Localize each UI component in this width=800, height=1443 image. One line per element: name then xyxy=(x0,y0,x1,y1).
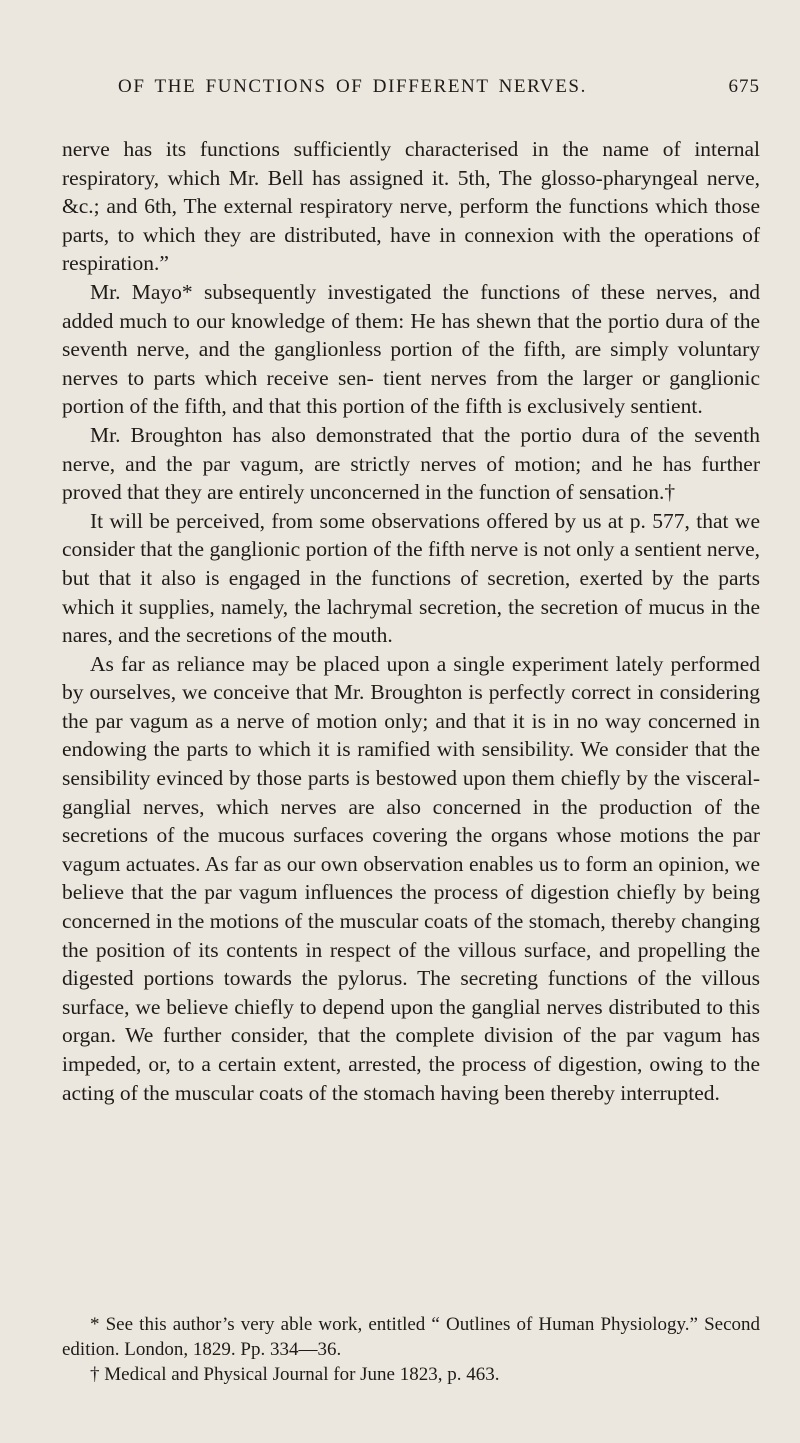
paragraph-2: Mr. Mayo* subsequently investigated the functions of these nerves, and added much to our knowledge of them: He has shewn that the portio dura of the seventh nerve, and the ganglionless portion of the fifth, are simply voluntary nerves to parts which receive sen- tient nerves from the larger or ganglionic portion of the fifth, and that this portion of the fifth is exclusively sentient. xyxy=(62,279,760,419)
footnote-1: * See this author’s very able work, entitled “ Outlines of Human Physiology.” Second edition. London, 1829. Pp. 334—36. xyxy=(62,1314,760,1360)
page-number: 675 xyxy=(728,76,760,97)
running-title: OF THE FUNCTIONS OF DIFFERENT NERVES. xyxy=(118,76,587,97)
paragraph-3: Mr. Broughton has also demonstrated that the portio dura of the seventh nerve, and the par vagum, are strictly nerves of motion; and he has further proved that they are entirely unconcerned in the function of sensation.† xyxy=(62,422,760,505)
running-header xyxy=(118,76,760,98)
paragraph-4: It will be perceived, from some observations offered by us at p. 577, that we consider that the ganglionic portion of the fifth nerve is not only a sentient nerve, but that it also is engaged in the functions of secretion, exerted by the parts which it supplies, namely, the lachrymal secretion, the secretion of mucus in the nares, and the secretions of the mouth. xyxy=(62,508,760,648)
footnote-2: † Medical and Physical Journal for June 1823, p. 463. xyxy=(90,1364,500,1385)
paragraph-1: nerve has its functions sufficiently characterised in the name of internal respiratory, which Mr. Bell has assigned it. 5th, The glosso-pharyngeal nerve, &c.; and 6th, The external respiratory nerve, perform the functions which those parts, to which they are distributed, have in connexion with the operations of respiration.” xyxy=(62,137,760,276)
body-text xyxy=(62,135,760,1107)
paragraph-5: As far as reliance may be placed upon a single experiment lately performed by ourselves, we conceive that Mr. Broughton is perfectly correct in considering the par vagum as a nerve of motion only; and that it is in no way concerned in endowing the parts to which it is ramified with sensibility. We consider that the sensibility evinced by those parts is bestowed upon them chiefly by the visceral-ganglial nerves, which nerves are also concerned in the production of the secretions of the mucous surfaces covering the organs whose motions the par vagum actuates. As far as our own observation enables us to form an opinion, we believe that the par vagum influences the process of digestion chiefly by being concerned in the motions of the muscular coats of the stomach, thereby changing the position of its contents in respect of the villous surface, and propelling the digested portions towards the pylorus. The secreting functions of the villous surface, we believe chiefly to depend upon the ganglial nerves distributed to this organ. We further consider, that the complete division of the par vagum has impeded, or, to a certain extent, arrested, the process of digestion, owing to the acting of the muscular coats of the stomach having been thereby interrupted. xyxy=(62,651,760,1105)
footnotes xyxy=(62,1312,760,1387)
